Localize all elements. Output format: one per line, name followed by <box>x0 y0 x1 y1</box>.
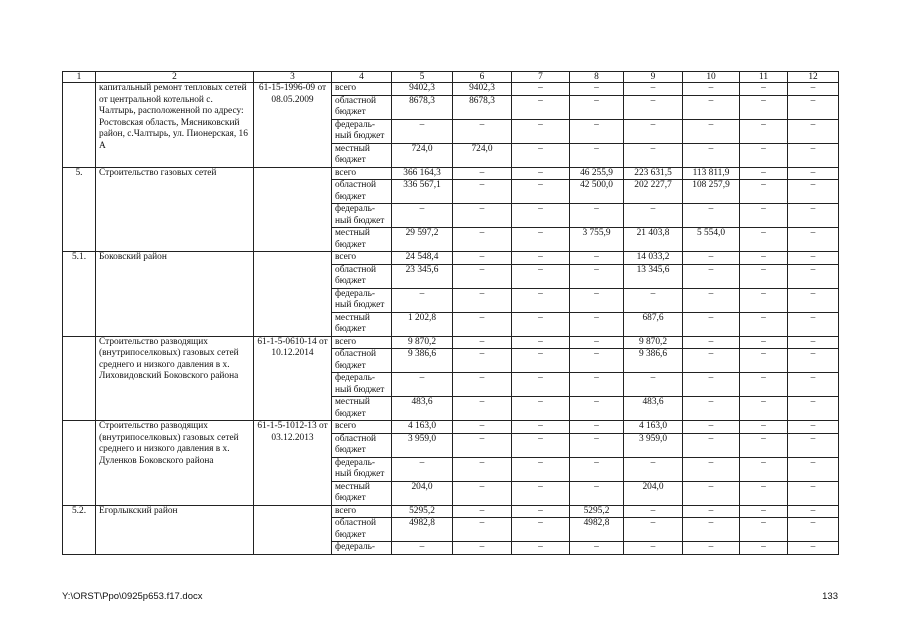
funding-source-cell: областной бюджет <box>332 264 392 288</box>
funding-source-cell: местный бюджет <box>332 228 392 252</box>
value-cell: – <box>392 373 453 397</box>
value-cell: – <box>740 421 788 434</box>
value-cell: – <box>788 252 839 265</box>
funding-source-cell: федераль- <box>332 542 392 555</box>
value-cell: – <box>740 518 788 542</box>
value-cell: – <box>512 228 570 252</box>
value-cell: – <box>453 373 512 397</box>
value-cell: – <box>683 481 740 505</box>
value-cell: – <box>453 180 512 204</box>
value-cell: – <box>570 312 624 336</box>
value-cell: – <box>570 481 624 505</box>
value-cell: – <box>740 349 788 373</box>
value-cell: 9402,3 <box>453 83 512 96</box>
value-cell: – <box>740 505 788 518</box>
value-cell: 21 403,8 <box>624 228 683 252</box>
value-cell: – <box>683 457 740 481</box>
value-cell: – <box>453 505 512 518</box>
value-cell: 483,6 <box>392 397 453 421</box>
value-cell: 14 033,2 <box>624 252 683 265</box>
table-row <box>63 252 839 265</box>
value-cell: – <box>740 373 788 397</box>
value-cell: – <box>788 95 839 119</box>
value-cell: – <box>570 119 624 143</box>
value-cell: – <box>788 373 839 397</box>
value-cell: – <box>512 518 570 542</box>
value-cell: 5 554,0 <box>683 228 740 252</box>
value-cell: – <box>392 204 453 228</box>
value-cell: – <box>740 95 788 119</box>
funding-source-cell: местный бюджет <box>332 397 392 421</box>
value-cell: – <box>453 312 512 336</box>
value-cell: 8678,3 <box>392 95 453 119</box>
document-number-cell <box>254 505 332 554</box>
value-cell: – <box>788 204 839 228</box>
funding-source-cell: областной бюджет <box>332 180 392 204</box>
value-cell: 9 386,6 <box>392 349 453 373</box>
funding-source-cell: всего <box>332 167 392 180</box>
object-name-cell: Строительство разводящих (внутрипоселковых) газовых сетей среднего и низкого давления в х. Лиховидовский Боковского района <box>96 336 254 421</box>
value-cell: – <box>683 95 740 119</box>
value-cell: – <box>453 119 512 143</box>
funding-source-cell: областной бюджет <box>332 433 392 457</box>
object-name-cell: капитальный ремонт тепловых сетей от центральной котельной с. Чалтырь, расположенной по адресу: Ростовская область, Мясниковский район, с.Чалтырь, ул. Пионерская, 16 А <box>96 83 254 168</box>
column-number-cell: 5 <box>392 72 453 83</box>
value-cell: 202 227,7 <box>624 180 683 204</box>
value-cell: 687,6 <box>624 312 683 336</box>
value-cell: – <box>683 433 740 457</box>
value-cell: – <box>512 180 570 204</box>
value-cell: – <box>788 119 839 143</box>
value-cell: – <box>512 349 570 373</box>
funding-source-cell: федераль-ный бюджет <box>332 204 392 228</box>
value-cell: – <box>624 518 683 542</box>
value-cell: – <box>740 119 788 143</box>
row-number-cell: 5.1. <box>63 252 96 337</box>
value-cell: – <box>740 457 788 481</box>
value-cell: 724,0 <box>453 143 512 167</box>
value-cell: – <box>740 397 788 421</box>
value-cell: – <box>683 518 740 542</box>
document-number-cell: 61-1-5-1012-13 от 03.12.2013 <box>254 421 332 506</box>
value-cell: 9 870,2 <box>624 336 683 349</box>
object-name-cell: Егорлыкский район <box>96 505 254 554</box>
value-cell: – <box>683 336 740 349</box>
value-cell: – <box>392 288 453 312</box>
value-cell: 108 257,9 <box>683 180 740 204</box>
value-cell: 4982,8 <box>570 518 624 542</box>
value-cell: – <box>683 252 740 265</box>
column-number-cell: 8 <box>570 72 624 83</box>
value-cell: – <box>683 119 740 143</box>
value-cell: – <box>683 83 740 96</box>
value-cell: – <box>512 397 570 421</box>
value-cell: – <box>788 228 839 252</box>
value-cell: 4 163,0 <box>392 421 453 434</box>
value-cell: – <box>453 397 512 421</box>
value-cell: – <box>624 143 683 167</box>
value-cell: – <box>453 336 512 349</box>
column-number-cell: 7 <box>512 72 570 83</box>
value-cell: – <box>624 204 683 228</box>
value-cell: – <box>624 288 683 312</box>
value-cell: 1 202,8 <box>392 312 453 336</box>
value-cell: – <box>570 143 624 167</box>
value-cell: – <box>740 433 788 457</box>
value-cell: 9402,3 <box>392 83 453 96</box>
value-cell: – <box>453 288 512 312</box>
funding-source-cell: местный бюджет <box>332 481 392 505</box>
value-cell: – <box>453 457 512 481</box>
value-cell: – <box>570 421 624 434</box>
value-cell: – <box>740 143 788 167</box>
column-number-cell: 11 <box>740 72 788 83</box>
value-cell: – <box>570 457 624 481</box>
value-cell: – <box>570 204 624 228</box>
value-cell: – <box>512 83 570 96</box>
value-cell: 5295,2 <box>570 505 624 518</box>
row-number-cell: 5. <box>63 167 96 252</box>
value-cell: – <box>453 433 512 457</box>
value-cell: – <box>512 119 570 143</box>
value-cell: – <box>570 349 624 373</box>
value-cell: 724,0 <box>392 143 453 167</box>
value-cell: 483,6 <box>624 397 683 421</box>
value-cell: – <box>453 542 512 555</box>
value-cell: – <box>453 349 512 373</box>
value-cell: – <box>570 397 624 421</box>
column-number-cell: 3 <box>254 72 332 83</box>
object-name-cell: Боковский район <box>96 252 254 337</box>
value-cell: – <box>624 95 683 119</box>
value-cell: – <box>788 542 839 555</box>
value-cell: – <box>740 481 788 505</box>
funding-source-cell: всего <box>332 83 392 96</box>
value-cell: 24 548,4 <box>392 252 453 265</box>
funding-source-cell: областной бюджет <box>332 349 392 373</box>
value-cell: – <box>624 505 683 518</box>
value-cell: 42 500,0 <box>570 180 624 204</box>
value-cell: – <box>512 457 570 481</box>
value-cell: – <box>788 518 839 542</box>
value-cell: – <box>788 336 839 349</box>
object-name-cell: Строительство разводящих (внутрипоселковых) газовых сетей среднего и низкого давления в х. Дуленков Боковского района <box>96 421 254 506</box>
value-cell: – <box>683 143 740 167</box>
value-cell: – <box>788 457 839 481</box>
value-cell: 336 567,1 <box>392 180 453 204</box>
value-cell: – <box>788 312 839 336</box>
value-cell: – <box>683 542 740 555</box>
value-cell: – <box>512 505 570 518</box>
value-cell: – <box>788 481 839 505</box>
value-cell: – <box>788 349 839 373</box>
funding-source-cell: местный бюджет <box>332 312 392 336</box>
value-cell: – <box>512 542 570 555</box>
value-cell: – <box>570 264 624 288</box>
value-cell: – <box>570 95 624 119</box>
value-cell: 3 755,9 <box>570 228 624 252</box>
value-cell: – <box>453 167 512 180</box>
value-cell: – <box>683 204 740 228</box>
value-cell: – <box>624 457 683 481</box>
value-cell: 5295,2 <box>392 505 453 518</box>
value-cell: – <box>740 83 788 96</box>
row-number-cell <box>63 421 96 506</box>
budget-table <box>62 71 839 555</box>
value-cell: – <box>570 433 624 457</box>
value-cell: 23 345,6 <box>392 264 453 288</box>
value-cell: – <box>570 542 624 555</box>
document-number-cell <box>254 252 332 337</box>
value-cell: – <box>570 373 624 397</box>
value-cell: – <box>740 180 788 204</box>
value-cell: – <box>683 397 740 421</box>
funding-source-cell: федераль-ный бюджет <box>332 457 392 481</box>
value-cell: – <box>512 264 570 288</box>
value-cell: – <box>740 167 788 180</box>
value-cell: 4982,8 <box>392 518 453 542</box>
value-cell: – <box>512 481 570 505</box>
value-cell: – <box>683 421 740 434</box>
table-row <box>63 336 839 349</box>
value-cell: – <box>624 119 683 143</box>
value-cell: – <box>740 204 788 228</box>
table-row <box>63 83 839 96</box>
value-cell: – <box>453 481 512 505</box>
value-cell: – <box>624 542 683 555</box>
value-cell: – <box>683 349 740 373</box>
value-cell: – <box>788 143 839 167</box>
funding-source-cell: федераль-ный бюджет <box>332 119 392 143</box>
value-cell: – <box>392 542 453 555</box>
value-cell: – <box>512 288 570 312</box>
value-cell: – <box>570 252 624 265</box>
table-row <box>63 505 839 518</box>
value-cell: 204,0 <box>392 481 453 505</box>
document-number-cell <box>254 167 332 252</box>
value-cell: – <box>624 373 683 397</box>
value-cell: – <box>683 264 740 288</box>
value-cell: – <box>453 228 512 252</box>
value-cell: – <box>392 457 453 481</box>
column-number-cell: 1 <box>63 72 96 83</box>
column-number-cell: 4 <box>332 72 392 83</box>
value-cell: – <box>512 421 570 434</box>
column-number-cell: 12 <box>788 72 839 83</box>
row-number-cell <box>63 336 96 421</box>
value-cell: – <box>740 336 788 349</box>
value-cell: – <box>453 518 512 542</box>
funding-source-cell: областной бюджет <box>332 95 392 119</box>
value-cell: – <box>570 288 624 312</box>
column-number-header-row <box>63 72 839 83</box>
value-cell: – <box>683 312 740 336</box>
funding-source-cell: всего <box>332 505 392 518</box>
value-cell: – <box>453 204 512 228</box>
value-cell: 204,0 <box>624 481 683 505</box>
document-number-cell: 61-1-5-0610-14 от 10.12.2014 <box>254 336 332 421</box>
value-cell: – <box>512 252 570 265</box>
value-cell: – <box>788 505 839 518</box>
footer-file-path: Y:\ORST\Ppo\0925p653.f17.docx <box>62 591 203 602</box>
value-cell: – <box>570 336 624 349</box>
value-cell: 46 255,9 <box>570 167 624 180</box>
funding-source-cell: федераль-ный бюджет <box>332 288 392 312</box>
column-number-cell: 10 <box>683 72 740 83</box>
value-cell: 13 345,6 <box>624 264 683 288</box>
value-cell: – <box>788 167 839 180</box>
value-cell: – <box>392 119 453 143</box>
value-cell: – <box>453 264 512 288</box>
value-cell: – <box>453 421 512 434</box>
value-cell: – <box>740 542 788 555</box>
value-cell: – <box>683 373 740 397</box>
funding-source-cell: областной бюджет <box>332 518 392 542</box>
value-cell: 113 811,9 <box>683 167 740 180</box>
column-number-cell: 2 <box>96 72 254 83</box>
value-cell: – <box>512 336 570 349</box>
value-cell: 3 959,0 <box>392 433 453 457</box>
value-cell: – <box>512 312 570 336</box>
column-number-cell: 9 <box>624 72 683 83</box>
value-cell: – <box>788 83 839 96</box>
funding-source-cell: местный бюджет <box>332 143 392 167</box>
funding-source-cell: всего <box>332 421 392 434</box>
value-cell: 3 959,0 <box>624 433 683 457</box>
value-cell: – <box>512 95 570 119</box>
row-number-cell <box>63 83 96 168</box>
value-cell: – <box>512 204 570 228</box>
document-number-cell: 61-15-1996-09 от 08.05.2009 <box>254 83 332 168</box>
value-cell: – <box>740 312 788 336</box>
value-cell: – <box>570 83 624 96</box>
value-cell: 4 163,0 <box>624 421 683 434</box>
value-cell: – <box>740 264 788 288</box>
page-number: 133 <box>822 591 838 602</box>
value-cell: 29 597,2 <box>392 228 453 252</box>
row-number-cell: 5.2. <box>63 505 96 554</box>
value-cell: – <box>512 167 570 180</box>
value-cell: – <box>788 433 839 457</box>
value-cell: – <box>683 288 740 312</box>
funding-source-cell: федераль-ный бюджет <box>332 373 392 397</box>
funding-source-cell: всего <box>332 336 392 349</box>
table-row <box>63 167 839 180</box>
value-cell: 8678,3 <box>453 95 512 119</box>
value-cell: – <box>740 288 788 312</box>
value-cell: – <box>788 397 839 421</box>
column-number-cell: 6 <box>453 72 512 83</box>
value-cell: – <box>788 264 839 288</box>
object-name-cell: Строительство газовых сетей <box>96 167 254 252</box>
value-cell: – <box>740 228 788 252</box>
value-cell: 9 870,2 <box>392 336 453 349</box>
value-cell: 223 631,5 <box>624 167 683 180</box>
funding-source-cell: всего <box>332 252 392 265</box>
value-cell: – <box>512 143 570 167</box>
value-cell: – <box>788 288 839 312</box>
value-cell: – <box>683 505 740 518</box>
value-cell: – <box>740 252 788 265</box>
table-row <box>63 421 839 434</box>
value-cell: 366 164,3 <box>392 167 453 180</box>
value-cell: – <box>453 252 512 265</box>
value-cell: – <box>512 433 570 457</box>
value-cell: – <box>788 180 839 204</box>
value-cell: – <box>512 373 570 397</box>
value-cell: – <box>788 421 839 434</box>
value-cell: – <box>624 83 683 96</box>
value-cell: 9 386,6 <box>624 349 683 373</box>
